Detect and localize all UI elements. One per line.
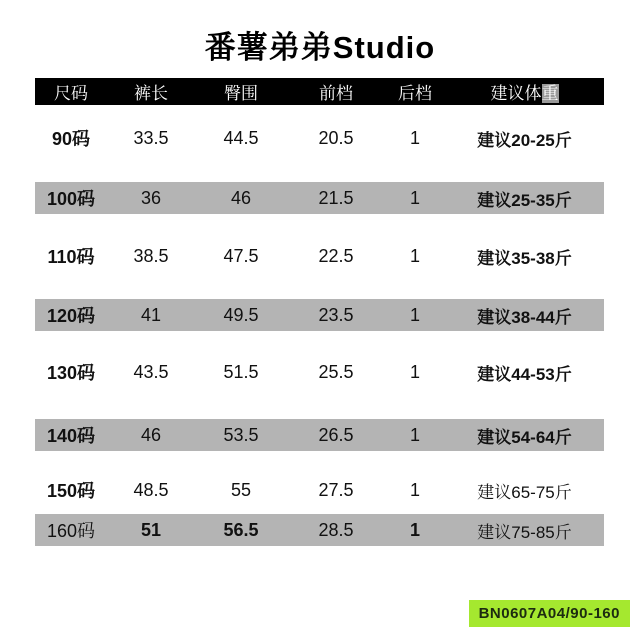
cell-back-rise: 1	[409, 424, 420, 445]
header-hip: 臀围	[224, 84, 258, 103]
cell-back-rise: 1	[409, 127, 420, 148]
sku-badge: BN0607A04/90-160	[469, 600, 630, 627]
cell-size: 100码	[46, 189, 96, 209]
cell-front-rise: 28.5	[318, 519, 354, 540]
cell-front-rise: 26.5	[318, 424, 354, 445]
cell-pant-length: 38.5	[133, 245, 169, 266]
cell-suggested-weight: 建议35-38斤	[477, 248, 572, 268]
header-back-rise: 后档	[398, 84, 432, 103]
cell-front-rise: 27.5	[318, 479, 354, 500]
table-row	[35, 514, 604, 546]
cell-pant-length: 43.5	[133, 361, 169, 382]
cell-front-rise: 25.5	[318, 361, 354, 382]
cell-pant-length: 51	[140, 519, 162, 540]
cell-suggested-weight: 建议25-35斤	[477, 190, 572, 210]
table-row	[35, 474, 604, 506]
table-row	[35, 240, 604, 272]
cell-suggested-weight: 建议44-53斤	[477, 364, 572, 384]
table-header-row	[35, 78, 604, 105]
cell-size: 140码	[46, 426, 96, 446]
cell-front-rise: 22.5	[318, 245, 354, 266]
cell-suggested-weight: 建议20-25斤	[477, 130, 572, 150]
cell-size: 150码	[46, 481, 96, 501]
highlighted-char: 重	[541, 84, 559, 103]
cell-size: 110码	[47, 247, 95, 267]
cell-hip: 47.5	[223, 245, 259, 266]
header-pant-length: 裤长	[134, 84, 168, 103]
table-row	[35, 299, 604, 331]
cell-suggested-weight: 建议65-75斤	[477, 482, 572, 502]
cell-size: 160码	[46, 521, 96, 541]
cell-pant-length: 48.5	[133, 479, 169, 500]
cell-front-rise: 23.5	[318, 304, 354, 325]
cell-suggested-weight: 建议54-64斤	[477, 427, 572, 447]
header-size: 尺码	[54, 84, 88, 103]
cell-suggested-weight: 建议75-85斤	[477, 522, 572, 542]
cell-hip: 51.5	[223, 361, 259, 382]
table-row	[35, 419, 604, 451]
cell-hip: 53.5	[223, 424, 259, 445]
cell-hip: 49.5	[223, 304, 259, 325]
cell-pant-length: 33.5	[133, 127, 169, 148]
cell-back-rise: 1	[409, 304, 420, 325]
header-front-rise: 前档	[319, 84, 353, 103]
cell-pant-length: 36	[140, 187, 162, 208]
cell-back-rise: 1	[409, 479, 420, 500]
table-row	[35, 182, 604, 214]
cell-hip: 44.5	[223, 127, 259, 148]
cell-hip: 46	[230, 187, 252, 208]
cell-size: 90码	[51, 129, 91, 149]
cell-back-rise: 1	[409, 361, 420, 382]
cell-back-rise: 1	[409, 187, 420, 208]
cell-size: 130码	[46, 363, 96, 383]
table-row	[35, 356, 604, 388]
header-suggested-weight: 建议体重	[490, 84, 559, 103]
cell-pant-length: 41	[140, 304, 162, 325]
cell-front-rise: 20.5	[318, 127, 354, 148]
cell-front-rise: 21.5	[318, 187, 354, 208]
cell-back-rise: 1	[409, 245, 420, 266]
cell-back-rise: 1	[409, 519, 420, 540]
cell-hip: 55	[230, 479, 252, 500]
cell-size: 120码	[46, 306, 96, 326]
cell-pant-length: 46	[140, 424, 162, 445]
table-row	[35, 122, 604, 154]
cell-hip: 56.5	[223, 519, 259, 540]
page-title: 番薯弟弟Studio	[204, 30, 436, 65]
cell-suggested-weight: 建议38-44斤	[477, 307, 572, 327]
